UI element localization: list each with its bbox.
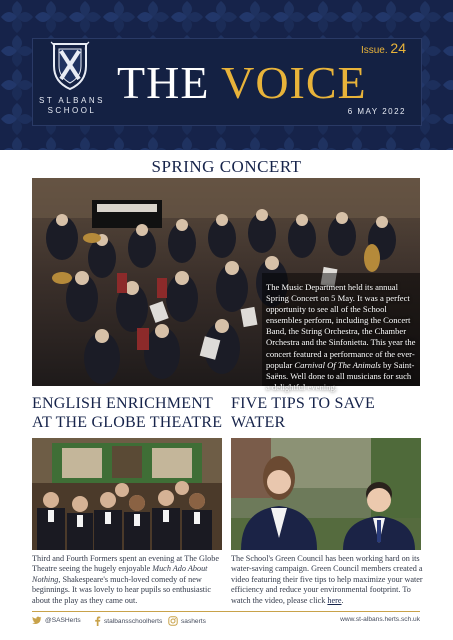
facebook-link[interactable] <box>94 616 162 626</box>
text-part1: The School's Green Council has been working hard on its water-saving campaign. Green Council members created a video featuring their five tips to help maximize your water efficiency and reduce your environmental footprint. To watch the video, please click <box>231 554 423 605</box>
title-the: THE <box>117 57 210 108</box>
facebook-icon <box>94 616 101 626</box>
masthead <box>0 0 453 150</box>
heading-line: AT THE GLOBE THEATRE <box>32 414 223 431</box>
heading-line: WATER <box>231 414 286 431</box>
instagram-handle: sasherts <box>181 617 206 625</box>
issue-prefix: Issue. <box>360 45 388 56</box>
footer <box>32 616 420 628</box>
facebook-handle: stalbansschoolherts <box>104 617 163 625</box>
caption-text-part1: The Music Department held its annual Spring Concert on 5 May. It was a perfect opportunity to see all of the School ensembles perform, including the Concert Band, the String Orchestra, the Chamber Orchestra and the Sinfonietta. This year the concert featured a performance of the ever-popular <box>266 282 416 370</box>
twitter-icon <box>32 616 42 625</box>
heading-line: ENGLISH ENRICHMENT <box>32 395 213 412</box>
text-part2: , Shakespeare's much-loved comedy of new beginnings. It was lovely to hear pupils so enthusiastic about the play as they came out. <box>32 574 211 605</box>
heading-line: FIVE TIPS TO SAVE <box>231 395 376 412</box>
school-name: ST ALBANS SCHOOL <box>39 96 105 115</box>
text-part1: Third and Fourth Formers spent an evening at The Globe Theatre seeing the hugely enjoyable <box>32 554 219 574</box>
text-part2: . <box>341 595 344 605</box>
instagram-link[interactable] <box>168 616 206 626</box>
issue-number: 24 <box>390 40 406 56</box>
pupils-outdoor-illustration <box>231 438 421 550</box>
twitter-handle: @SASHerts <box>45 617 81 624</box>
caption-italic-title: Carnival Of The Animals <box>294 359 381 370</box>
twitter-link[interactable] <box>32 616 81 625</box>
english-enrichment-heading <box>32 394 222 432</box>
five-tips-heading <box>231 394 375 432</box>
title-voice: VOICE <box>221 57 367 108</box>
instagram-icon <box>168 616 178 626</box>
watch-video-link[interactable]: here <box>327 595 342 605</box>
spring-concert-heading: SPRING CONCERT <box>151 157 302 176</box>
green-council-photo <box>231 438 421 550</box>
footer-divider <box>32 611 420 612</box>
globe-theatre-photo <box>32 438 222 550</box>
school-crest-icon <box>48 40 92 92</box>
website-link[interactable]: www.st-albans.herts.sch.uk <box>340 616 420 623</box>
english-enrichment-text <box>32 554 224 606</box>
globe-theatre-illustration <box>32 438 222 550</box>
play-title: Much Ado About Nothing <box>32 564 208 584</box>
newsletter-title <box>117 58 367 108</box>
issue-label <box>361 40 406 56</box>
five-tips-text <box>231 554 423 606</box>
concert-caption <box>266 282 416 393</box>
issue-date: 6 MAY 2022 <box>347 107 406 116</box>
caption-text-part2: by Saint-Saëns. Well done to all musicians for such a delightful evening. <box>266 359 415 392</box>
